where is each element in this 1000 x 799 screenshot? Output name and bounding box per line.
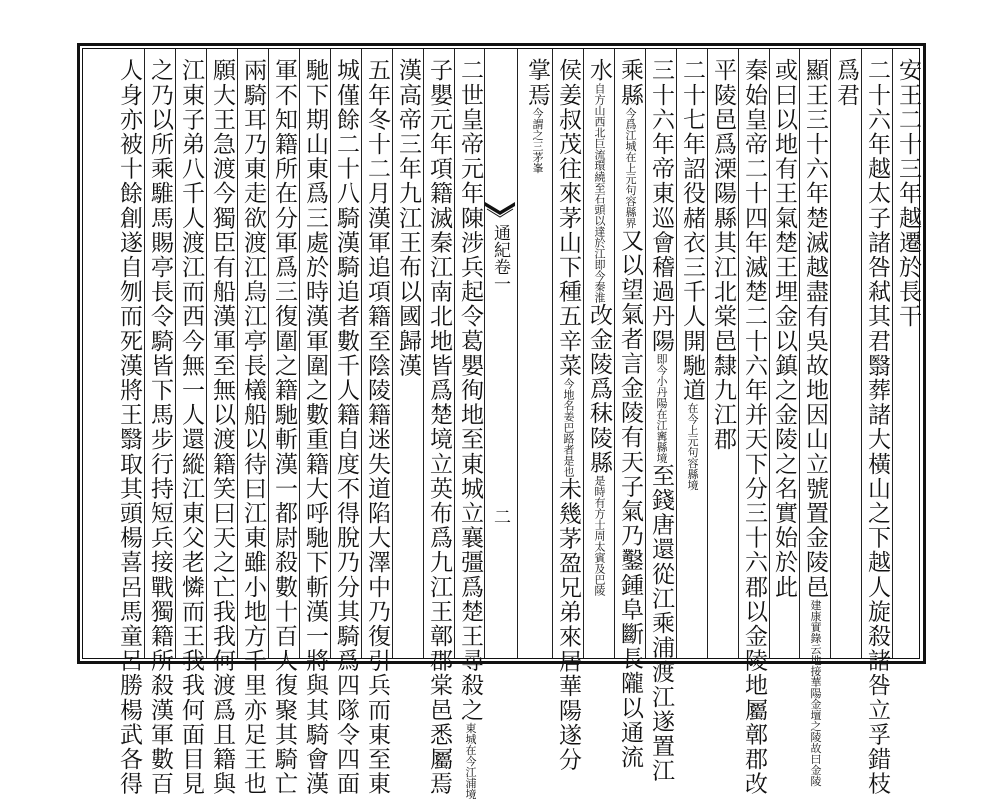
text-column: [708, 58, 738, 452]
text-column: [176, 58, 206, 796]
main-text: 二世皇帝元年陳涉兵起令葛嬰徇地至東城立襄彊爲楚王尋殺之: [457, 58, 483, 723]
text-column: [455, 58, 485, 799]
text-column: [393, 58, 423, 378]
interlinear-note: 建康實錄云地接華陽金壇之陵故曰金陵: [809, 599, 822, 787]
main-text: 五年冬十二月漢軍追項籍至陰陵籍迷失道陷大澤中乃復引兵而東至東: [364, 58, 390, 796]
main-text: 或曰以地有王氣楚王埋金以鎮之金陵之名實始於此: [771, 58, 797, 600]
main-text: 又以望氣者言金陵有天子氣乃鑿鍾阜斷長隴以通流: [617, 228, 643, 770]
main-text: 二十六年越太子諸咎弒其君翳葬諸大橫山之下越人旋殺諸咎立孚錯枝: [864, 58, 890, 796]
main-text: 兩騎耳乃東走欲渡江烏江亭長檥船以待曰江東雖小地方千里亦足王也: [240, 58, 266, 796]
main-text: 侯姜叔茂往來茅山下種五辛菜: [555, 58, 581, 378]
text-column: [424, 58, 454, 796]
main-text: 漢高帝三年九江王布以國歸漢: [395, 58, 421, 378]
interlinear-note: 今地名姜巴路者是也: [562, 377, 575, 477]
text-column: [615, 58, 645, 769]
text-column: [207, 58, 237, 796]
main-text: 願大王急渡今獨臣有船漢軍至無以渡籍笑曰天之亡我我何渡爲且籍與: [209, 58, 235, 796]
interlinear-note: 即今小丹陽在江寗縣境: [655, 353, 668, 464]
text-column: [145, 58, 175, 796]
text-column: [584, 58, 614, 596]
interlinear-note: 是時有方士周太賓及巴陵: [593, 474, 606, 596]
main-text: 安王二十三年越遷於長干: [895, 58, 921, 329]
main-text: 二十七年詔役赭衣三千人開馳道: [679, 58, 705, 403]
main-text: 顯王三十六年楚滅越盡有吳故地因山立號置金陵邑: [802, 58, 828, 600]
interlinear-note: 今爲江城在上元句容縣界: [624, 107, 637, 229]
main-text: 軍不知籍所在分軍爲三復圍之籍馳斬漢一都尉殺數十百人復聚其騎亡: [271, 58, 297, 796]
text-column: [739, 58, 769, 796]
main-text: 掌焉: [524, 58, 550, 108]
main-text: 之乃以所乘騅馬賜亭長令騎皆下馬步行持短兵接戰獨籍所殺漢軍數百: [147, 58, 173, 796]
interlinear-note: 東城在今江浦境: [464, 722, 477, 799]
main-text: 三十六年帝東巡會稽過丹陽: [648, 58, 674, 354]
text-column: [300, 58, 330, 796]
text-column: [677, 58, 707, 490]
main-text: 平陵邑爲溧陽縣其江北棠邑隸九江郡: [710, 58, 736, 452]
main-text: 人身亦被十餘創遂自刎而死漢將王翳取其頭楊喜呂馬童呂勝楊武各得: [116, 58, 142, 796]
main-text: 子嬰元年項籍滅秦江南北地皆爲楚境立英布爲九江王鄣郡棠邑悉屬焉: [426, 58, 452, 796]
main-text: 乘縣: [617, 58, 643, 108]
interlinear-note: 今謂之三茅峯: [531, 107, 544, 174]
text-column: [831, 58, 861, 107]
text-column: [114, 58, 144, 796]
band-right-line: [517, 49, 518, 658]
text-column: [893, 58, 923, 329]
band-title: 通紀卷一: [490, 224, 510, 292]
main-text: 至錢唐還從江乘浦渡江遂置江: [648, 463, 674, 784]
text-column: [238, 58, 268, 796]
interlinear-note: 自方山西北巨流環繞至石頭以達於江即今秦淮: [593, 82, 606, 303]
text-column: [269, 58, 299, 796]
main-text: 爲君: [833, 58, 859, 108]
main-text: 江東子弟八千人渡江而西今無一人還縱江東父老憐而王我我何面目見: [178, 58, 204, 796]
text-column: [646, 58, 676, 783]
main-text: 水: [586, 58, 612, 83]
text-column: [862, 58, 892, 796]
text-column: [362, 58, 392, 796]
page-number: 二: [490, 508, 510, 525]
main-text: 城僅餘二十八騎漢騎追者數千人籍自度不得脫乃分其騎爲四隊令四面: [333, 58, 359, 796]
main-text: 秦始皇帝二十四年滅楚二十六年并天下分三十六郡以金陵地屬鄣郡改: [741, 58, 767, 796]
main-text: 馳下期山東爲三處於時漢軍圍之數重籍大呼馳下斬漢一將與其騎會漢: [302, 58, 328, 796]
text-column: [800, 58, 830, 786]
main-text: 未幾茅盈兄弟來居華陽遂分: [555, 476, 581, 773]
column-rule: [830, 49, 831, 658]
fish-tail-ornament-icon: [485, 202, 515, 222]
text-column: [553, 58, 583, 772]
interlinear-note: 在今上元句容縣境: [686, 402, 699, 491]
main-text: 改金陵爲秣陵縣: [586, 302, 612, 475]
text-column: [522, 58, 552, 173]
text-column: [769, 58, 799, 599]
text-column: [331, 58, 361, 796]
